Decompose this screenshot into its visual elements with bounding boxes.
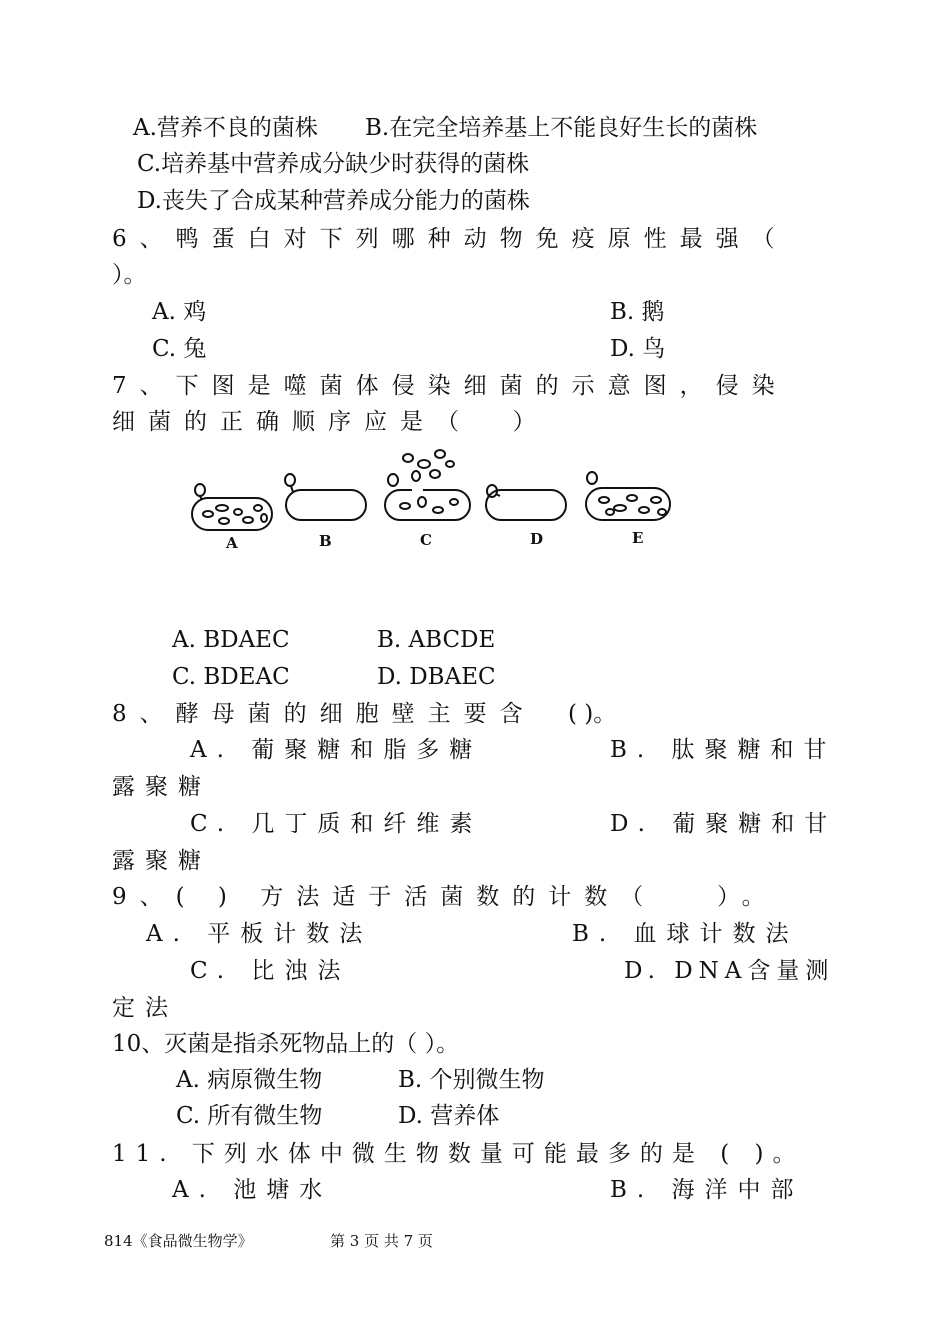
q9-option-d: D. DNA含量测 — [624, 958, 835, 984]
figure-label-e: E — [632, 529, 644, 547]
q9-option-a: A. 平板计数法 — [146, 921, 373, 947]
cell-c — [385, 450, 470, 520]
figure-label-b: B — [319, 532, 332, 550]
q7-stem-cont: 细菌的正确顺序应是（ ） — [112, 409, 549, 435]
q6-option-b: B. 鹅 — [610, 299, 665, 325]
q6-stem-cont: ）。 — [112, 262, 147, 288]
q5-option-a: A.营养不良的菌株 — [133, 115, 318, 141]
figure-label-a: A — [226, 534, 238, 552]
cell-b — [285, 474, 366, 520]
cell-a — [192, 484, 272, 530]
q7-stem: 7、下图是噬菌体侵染细菌的示意图，侵染 — [112, 373, 788, 399]
q8-option-b-cont: 露聚糖 — [112, 774, 211, 800]
q9-stem: 9、( ) 方法适于活菌数的计数（ ）。 — [112, 884, 778, 910]
q9-option-b: B. 血球计数法 — [572, 921, 799, 947]
q8-option-c: C. 几丁质和纤维素 — [190, 811, 483, 837]
footer-course: 814《食品微生物学》 — [104, 1232, 253, 1250]
q8-option-b: B. 肽聚糖和甘 — [610, 737, 837, 763]
q6-option-d: D. 鸟 — [610, 336, 666, 362]
q7-option-d: D. DBAEC — [377, 664, 496, 690]
q5-option-c: C.培养基中营养成分缺少时获得的菌株 — [137, 151, 530, 177]
q10-stem: 10、灭菌是指杀死物品上的（ ）。 — [112, 1031, 460, 1057]
q5-option-b: B.在完全培养基上不能良好生长的菌株 — [365, 115, 758, 141]
footer-page-number: 第 3 页 共 7 页 — [330, 1232, 433, 1250]
figure-label-d: D — [530, 530, 544, 548]
q7-option-b: B. ABCDE — [377, 627, 496, 653]
q9-option-c: C. 比浊法 — [190, 958, 351, 984]
q5-option-d: D.丧失了合成某种营养成分能力的菌株 — [137, 188, 530, 214]
q7-option-a: A. BDAEC — [172, 627, 290, 653]
q9-option-d-cont: 定法 — [112, 995, 178, 1021]
q6-option-c: C. 兔 — [152, 336, 207, 362]
q10-option-a: A. 病原微生物 — [176, 1067, 323, 1093]
q7-option-c: C. BDEAC — [172, 664, 290, 690]
q10-option-c: C. 所有微生物 — [176, 1103, 323, 1129]
q10-option-d: D. 营养体 — [398, 1103, 500, 1129]
q8-stem: 8、酵母菌的细胞壁主要含 — [112, 701, 536, 727]
q10-option-b: B. 个别微生物 — [398, 1067, 545, 1093]
cell-d — [486, 485, 566, 520]
q11-stem: 11. 下列水体中微生物数量可能最多的是 ( )。 — [112, 1141, 805, 1167]
q11-option-b: B. 海洋中部 — [610, 1177, 804, 1203]
q8-option-d-cont: 露聚糖 — [112, 848, 211, 874]
phage-infection-figure — [180, 448, 680, 552]
q11-option-a: A. 池塘水 — [172, 1177, 333, 1203]
q6-option-a: A. 鸡 — [152, 299, 207, 325]
q8-option-d: D. 葡聚糖和甘 — [610, 811, 838, 837]
cell-e — [586, 472, 670, 520]
q8-option-a: A. 葡聚糖和脂多糖 — [190, 737, 483, 763]
figure-label-c: C — [420, 531, 432, 549]
q6-stem: 6、鸭蛋白对下列哪种动物免疫原性最强（ — [112, 226, 788, 252]
q8-answer-paren: ( )。 — [568, 701, 617, 727]
